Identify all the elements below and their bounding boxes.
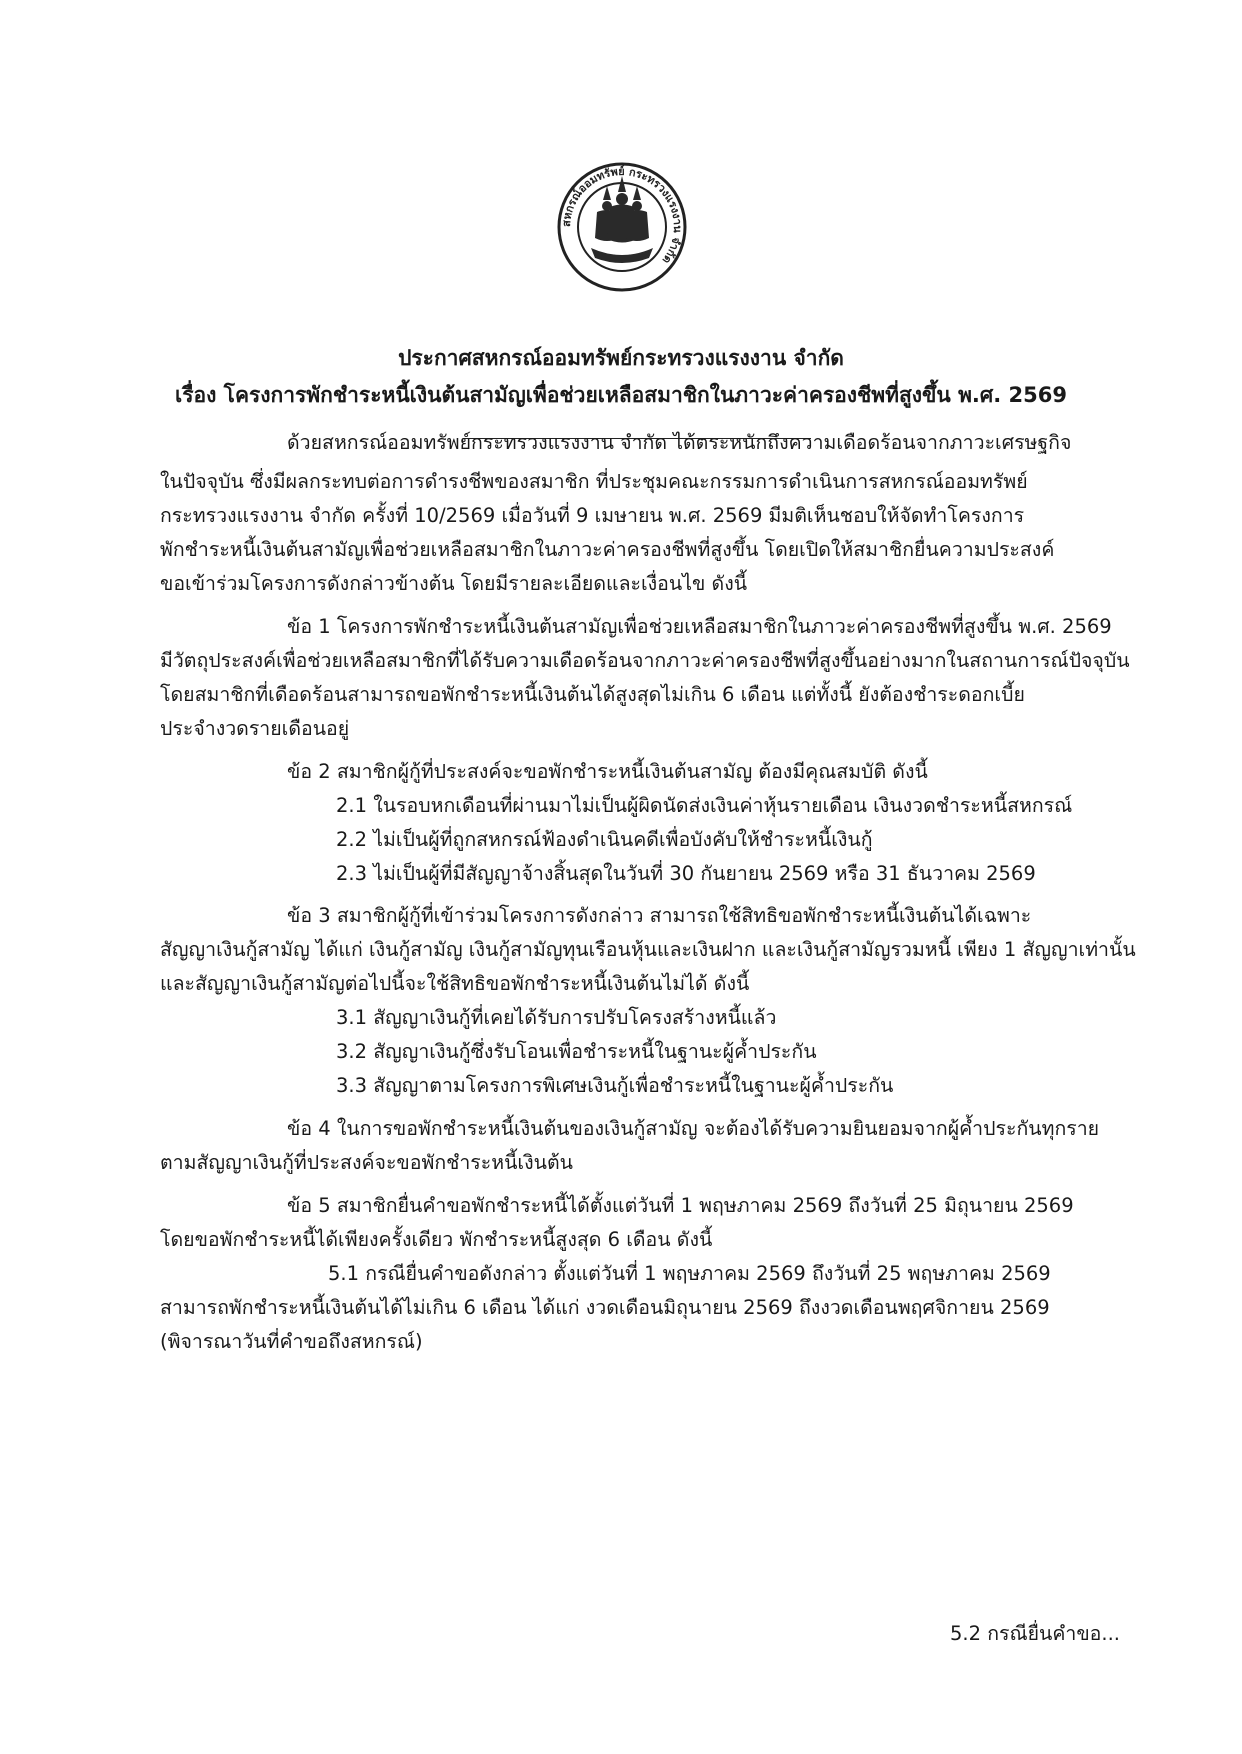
clause-3-item: 3.2 สัญญาเงินกู้ซึ่งรับโอนเพื่อชำระหนี้ในฐานะผู้ค้ำประกัน [336,1040,817,1063]
seal-ring-text: สหกรณ์ออมทรัพย์ กระทรวงแรงงาน จำกัด [559,164,685,267]
clause-3-line: ข้อ 3 สมาชิกผู้กู้ที่เข้าร่วมโครงการดังกล่าว สามารถใช้สิทธิขอพักชำระหนี้เงินต้นได้เฉพาะ [287,904,1032,927]
intro-line: กระทรวงแรงงาน จำกัด ครั้งที่ 10/2569 เมื่อวันที่ 9 เมษายน พ.ศ. 2569 มีมติเห็นชอบให้จัดทำโครงการ [160,504,1025,527]
page-continuation: 5.2 กรณียื่นคำขอ... [950,1622,1120,1645]
intro-line: ด้วยสหกรณ์ออมทรัพย์กระทรวงแรงงาน จำกัด ได้ตระหนักถึงความเดือดร้อนจากภาวะเศรษฐกิจ [287,431,1072,454]
clause-1-line: ข้อ 1 โครงการพักชำระหนี้เงินต้นสามัญเพื่อช่วยเหลือสมาชิกในภาวะค่าครองชีพที่สูงขึ้น พ.ศ. 2569 [287,615,1112,638]
clause-4-line: ข้อ 4 ในการขอพักชำระหนี้เงินต้นของเงินกู้สามัญ จะต้องได้รับความยินยอมจากผู้ค้ำประกันทุกราย [287,1117,1100,1140]
intro-line: ในปัจจุบัน ซึ่งมีผลกระทบต่อการดำรงชีพของสมาชิก ที่ประชุมคณะกรรมการดำเนินการสหกรณ์ออมทรัพย์ [160,470,1028,493]
clause-3-item: 3.3 สัญญาตามโครงการพิเศษเงินกู้เพื่อชำระหนี้ในฐานะผู้ค้ำประกัน [336,1074,894,1097]
clause-1-line: โดยสมาชิกที่เดือดร้อนสามารถขอพักชำระหนี้เงินต้นได้สูงสุดไม่เกิน 6 เดือน แต่ทั้งนี้ ยังต้องชำระดอกเบี้ย [160,683,1025,706]
clause-3-line: สัญญาเงินกู้สามัญ ได้แก่ เงินกู้สามัญ เงินกู้สามัญทุนเรือนหุ้นและเงินฝาก และเงินกู้สามัญรวมหนี้ เพียง 1 สัญญาเท่านั้น [160,938,1136,961]
clause-2-heading: ข้อ 2 สมาชิกผู้กู้ที่ประสงค์จะขอพักชำระหนี้เงินต้นสามัญ ต้องมีคุณสมบัติ ดังนี้ [287,760,928,783]
clause-1-line: ประจำงวดรายเดือนอยู่ [160,717,350,740]
clause-4-line: ตามสัญญาเงินกู้ที่ประสงค์จะขอพักชำระหนี้เงินต้น [160,1151,573,1174]
clause-5-1-line: 5.1 กรณียื่นคำขอดังกล่าว ตั้งแต่วันที่ 1 พฤษภาคม 2569 ถึงวันที่ 25 พฤษภาคม 2569 [328,1262,1051,1285]
intro-line: ขอเข้าร่วมโครงการดังกล่าวข้างต้น โดยมีรายละเอียดและเงื่อนไข ดังนี้ [160,572,748,595]
announcement-title: ประกาศสหกรณ์ออมทรัพย์กระทรวงแรงงาน จำกัด [398,346,844,370]
clause-3-item: 3.1 สัญญาเงินกู้ที่เคยได้รับการปรับโครงสร้างหนี้แล้ว [336,1006,777,1029]
clause-1-line: มีวัตถุประสงค์เพื่อช่วยเหลือสมาชิกที่ได้รับความเดือดร้อนจากภาวะค่าครองชีพที่สูงขึ้นอย่างมากในสถานการณ์ปัจจุบัน [160,649,1130,672]
intro-line: พักชำระหนี้เงินต้นสามัญเพื่อช่วยเหลือสมาชิกในภาวะค่าครองชีพที่สูงขึ้น โดยเปิดให้สมาชิกยื่นความประสงค์ [160,538,1055,561]
clause-2-item: 2.3 ไม่เป็นผู้ที่มีสัญญาจ้างสิ้นสุดในวันที่ 30 กันยายน 2569 หรือ 31 ธันวาคม 2569 [336,862,1036,885]
announcement-subject: เรื่อง โครงการพักชำระหนี้เงินต้นสามัญเพื่อช่วยเหลือสมาชิกในภาวะค่าครองชีพที่สูงขึ้น พ.ศ. 2569 [175,383,1067,407]
clause-5-1-line: สามารถพักชำระหนี้เงินต้นได้ไม่เกิน 6 เดือน ได้แก่ งวดเดือนมิถุนายน 2569 ถึงงวดเดือนพฤศจิกายน 2569 [160,1296,1050,1319]
clause-5-1-line: (พิจารณาวันที่คำขอถึงสหกรณ์) [160,1330,423,1353]
clause-2-item: 2.1 ในรอบหกเดือนที่ผ่านมาไม่เป็นผู้ผิดนัดส่งเงินค่าหุ้นรายเดือน เงินงวดชำระหนี้สหกรณ์ [336,794,1073,817]
clause-5-line: ข้อ 5 สมาชิกยื่นคำขอพักชำระหนี้ได้ตั้งแต่วันที่ 1 พฤษภาคม 2569 ถึงวันที่ 25 มิถุนายน 2569 [287,1194,1074,1217]
clause-5-line: โดยขอพักชำระหนี้ได้เพียงครั้งเดียว พักชำระหนี้สูงสุด 6 เดือน ดังนี้ [160,1228,713,1251]
clause-2-item: 2.2 ไม่เป็นผู้ที่ถูกสหกรณ์ฟ้องดำเนินคดีเพื่อบังคับให้ชำระหนี้เงินกู้ [336,828,873,851]
cooperative-seal-logo [557,162,687,292]
clause-3-line: และสัญญาเงินกู้สามัญต่อไปนี้จะใช้สิทธิขอพักชำระหนี้เงินต้นไม่ได้ ดังนี้ [160,972,750,995]
